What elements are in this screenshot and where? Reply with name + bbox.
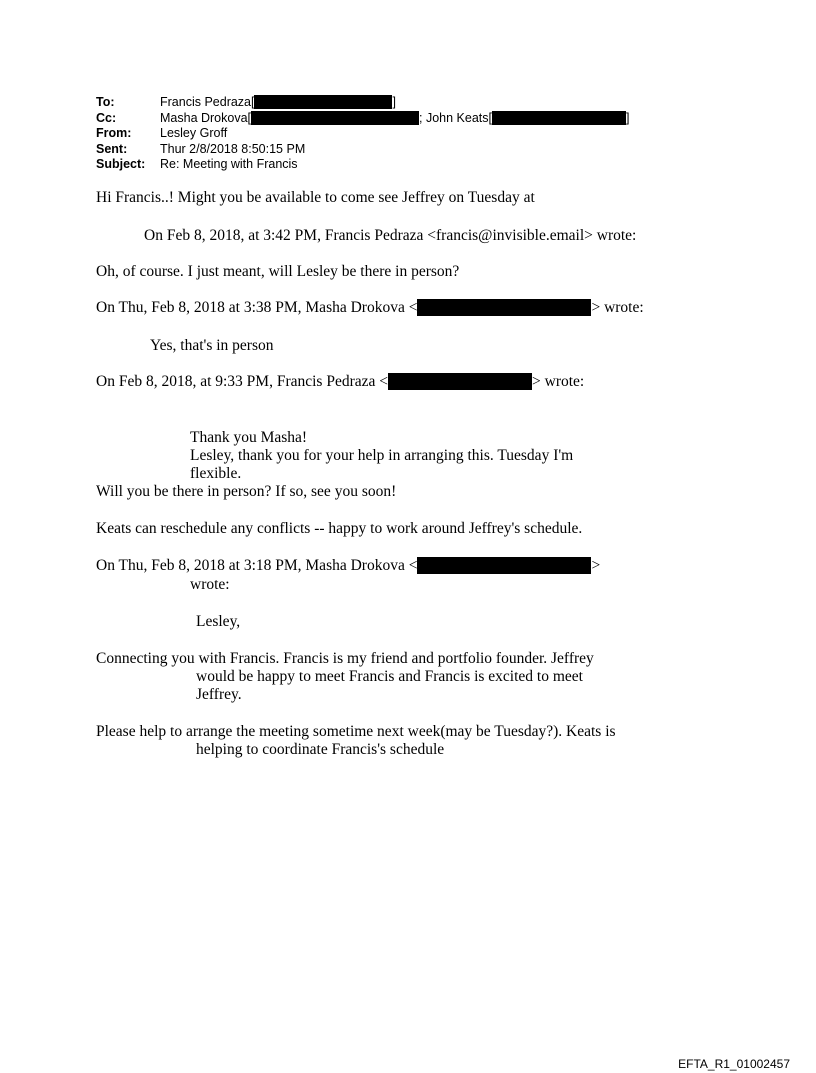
attribution-text: > wrote: <box>591 299 644 316</box>
body-line: Hi Francis..! Might you be available to come see Jeffrey on Tuesday at <box>96 189 535 206</box>
from-label: From: <box>96 126 132 140</box>
quote-attribution <box>96 299 644 317</box>
body-line: Lesley, thank you for your help in arranging this. Tuesday I'm <box>190 447 574 464</box>
body-line: Lesley, <box>196 613 241 630</box>
attribution-text: On Thu, Feb 8, 2018 at 3:38 PM, Masha Drokova < <box>96 299 418 316</box>
to-label: To: <box>96 95 115 109</box>
sent-label: Sent: <box>96 141 128 156</box>
redaction-block <box>417 299 591 316</box>
quote-attribution <box>96 557 600 575</box>
cc-value: Masha Drokova[ <box>160 110 252 125</box>
body-line: Yes, that's in person <box>150 337 274 354</box>
body-line: Please help to arrange the meeting sometime next week(may be Tuesday?). Keats is <box>96 723 616 740</box>
attribution-text: > <box>591 557 601 574</box>
sent-value: Thur 2/8/2018 8:50:15 PM <box>160 141 306 156</box>
to-value: Francis Pedraza[ <box>160 95 255 109</box>
from-row <box>96 126 629 142</box>
body-line: wrote: <box>190 576 230 593</box>
attribution-text: On Thu, Feb 8, 2018 at 3:18 PM, Masha Drokova < <box>96 557 418 574</box>
body-line: would be happy to meet Francis and Francis is excited to meet <box>196 668 583 685</box>
subject-label: Subject: <box>96 157 146 171</box>
body-line: helping to coordinate Francis's schedule <box>196 741 445 758</box>
redaction-block <box>254 95 392 109</box>
from-value: Lesley Groff <box>160 126 228 140</box>
quote-attribution <box>96 373 584 391</box>
cc-suffix: ] <box>625 110 630 125</box>
subject-row <box>96 157 629 173</box>
cc-row <box>96 111 629 127</box>
cc-label: Cc: <box>96 110 117 125</box>
body-line: Jeffrey. <box>196 686 242 703</box>
quote-attribution: On Feb 8, 2018, at 3:42 PM, Francis Pedraza <francis@invisible.email> wrote: <box>144 227 637 244</box>
body-line: Keats can reschedule any conflicts -- happy to work around Jeffrey's schedule. <box>96 520 583 537</box>
sent-row <box>96 142 629 158</box>
body-line: Will you be there in person? If so, see you soon! <box>96 483 397 500</box>
redaction-block <box>388 373 532 390</box>
attribution-text: > wrote: <box>532 373 585 390</box>
to-row <box>96 95 629 111</box>
email-header <box>96 95 629 173</box>
redaction-block <box>251 111 419 125</box>
cc-mid: ; John Keats[ <box>419 110 492 125</box>
body-line: Connecting you with Francis. Francis is my friend and portfolio founder. Jeffrey <box>96 650 594 667</box>
redaction-block <box>417 557 591 574</box>
body-line: Thank you Masha! <box>190 429 308 446</box>
document-id: EFTA_R1_01002457 <box>678 1057 790 1071</box>
body-line: flexible. <box>190 465 242 482</box>
to-suffix: ] <box>392 95 396 109</box>
body-line: Oh, of course. I just meant, will Lesley be there in person? <box>96 263 460 280</box>
redaction-block <box>492 111 626 125</box>
subject-value: Re: Meeting with Francis <box>160 157 298 171</box>
attribution-text: On Feb 8, 2018, at 9:33 PM, Francis Pedraza < <box>96 373 389 390</box>
